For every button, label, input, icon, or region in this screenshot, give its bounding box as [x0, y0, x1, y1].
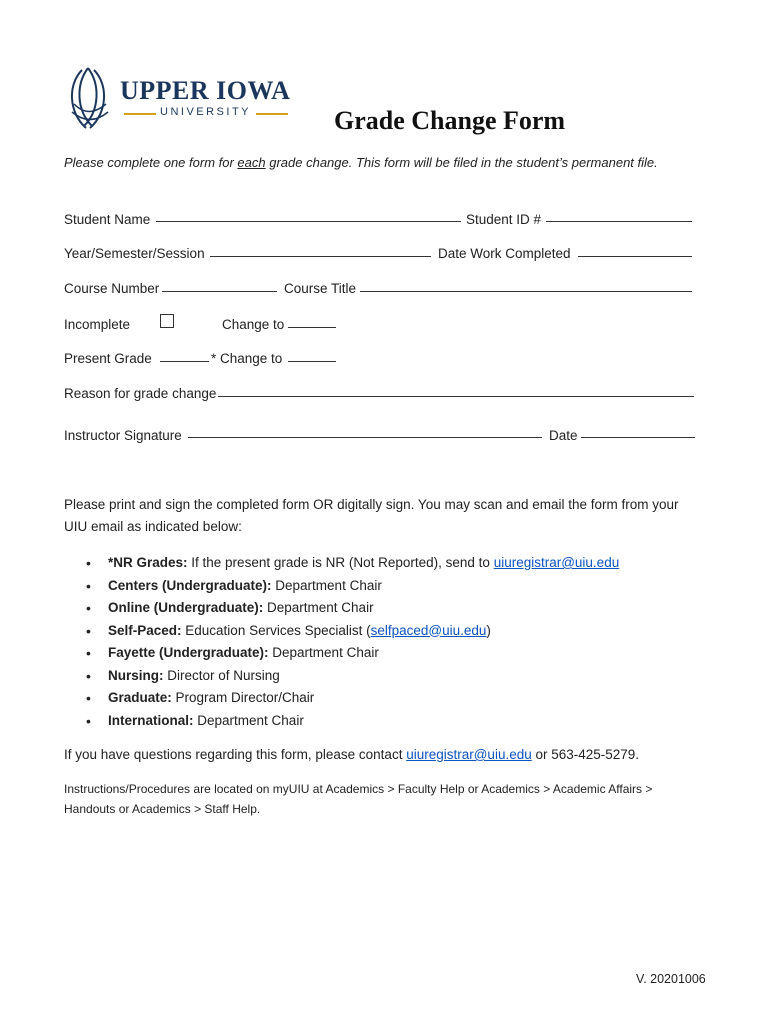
routing-item-label: Self-Paced: [108, 622, 182, 638]
routing-item-label: Graduate: [108, 690, 172, 705]
procedures-line-1: Instructions/Procedures are located on myUIU at Academics > Faculty Help or Academics > Academic Affairs > [64, 782, 653, 796]
routing-list-item [64, 597, 704, 620]
contact-line [64, 747, 639, 762]
instructions-line-2: UIU email as indicated below: [64, 519, 242, 534]
incomplete-checkbox[interactable] [160, 314, 174, 328]
logo-wordmark-university: UNIVERSITY [160, 106, 252, 118]
routing-item-label: *NR Grades: [108, 555, 188, 570]
logo-rule-left [124, 113, 156, 115]
change-to-label-1: Change to [222, 317, 285, 332]
routing-item-label: Centers (Undergraduate): [108, 577, 272, 593]
date-field[interactable] [581, 437, 695, 438]
instructor-signature-field[interactable] [188, 437, 542, 438]
course-title-field[interactable] [360, 291, 692, 292]
date-label: Date [549, 428, 578, 443]
intro-after: grade change. This form will be filed in the student’s permanent file. [265, 155, 658, 170]
course-number-label: Course Number [64, 281, 160, 296]
routing-item-text: Program Director/Chair [171, 690, 315, 705]
routing-item-text: Director of Nursing [163, 667, 280, 683]
present-grade-label: Present Grade [64, 351, 152, 366]
student-id-field[interactable] [546, 221, 692, 222]
instructor-signature-label: Instructor Signature [64, 428, 182, 443]
routing-list-item [64, 710, 704, 733]
contact-before: If you have questions regarding this form, please contact [64, 747, 407, 762]
logo-rule-right [256, 113, 288, 115]
change-to-field-1[interactable] [288, 327, 336, 328]
routing-item-label: International: [108, 712, 194, 728]
routing-item-label: Online (Undergraduate): [108, 600, 264, 615]
form-intro [64, 155, 658, 170]
routing-list-item [64, 552, 704, 575]
year-semester-session-label: Year/Semester/Session [64, 246, 205, 261]
contact-after: or 563-425-5279. [531, 747, 640, 762]
routing-list-item [64, 687, 704, 710]
logo-wordmark-upper: UPPER IOWA [120, 76, 291, 105]
intro-emphasis: each [237, 155, 266, 170]
reason-label: Reason for grade change [64, 386, 217, 401]
instructions-line-1: Please print and sign the completed form OR digitally sign. You may scan and email the form from your [64, 497, 679, 512]
form-title: Grade Change Form [334, 106, 566, 135]
date-work-completed-field[interactable] [578, 256, 692, 257]
contact-email-link[interactable]: uiuregistrar@uiu.edu [406, 747, 532, 762]
routing-item-email-link[interactable]: uiuregistrar@uiu.edu [493, 555, 620, 570]
university-logo [64, 64, 124, 136]
procedures-line-2: Handouts or Academics > Staff Help. [64, 802, 261, 816]
routing-list-item [64, 575, 704, 598]
routing-item-text: Department Chair [263, 600, 374, 615]
routing-list [64, 552, 704, 732]
routing-item-email-link[interactable]: selfpaced@uiu.edu [370, 622, 487, 638]
form-version: V. 20201006 [636, 972, 706, 986]
change-to-label-2: * Change to [211, 351, 283, 366]
routing-item-label: Nursing: [108, 667, 164, 683]
course-title-label: Course Title [284, 281, 357, 296]
routing-item-text: Department Chair [268, 645, 379, 660]
routing-list-item [64, 665, 704, 688]
routing-list-item [64, 620, 704, 643]
reason-field[interactable] [218, 396, 694, 397]
date-work-completed-label: Date Work Completed [438, 246, 571, 261]
routing-item-text: If the present grade is NR (Not Reported), send to [187, 555, 494, 570]
year-semester-session-field[interactable] [210, 256, 431, 257]
student-name-field[interactable] [156, 221, 461, 222]
routing-item-text: Department Chair [193, 712, 304, 728]
routing-item-text: Education Services Specialist ( [181, 622, 371, 638]
student-id-label: Student ID # [466, 212, 542, 227]
routing-item-text: Department Chair [271, 577, 382, 593]
routing-item-after: ) [486, 622, 491, 638]
course-number-field[interactable] [162, 291, 277, 292]
present-grade-field[interactable] [160, 361, 209, 362]
incomplete-label: Incomplete [64, 317, 131, 332]
routing-list-item [64, 642, 704, 665]
routing-item-label: Fayette (Undergraduate): [108, 645, 269, 660]
intro-before: Please complete one form for [64, 155, 238, 170]
student-name-label: Student Name [64, 212, 151, 227]
change-to-field-2[interactable] [288, 361, 336, 362]
